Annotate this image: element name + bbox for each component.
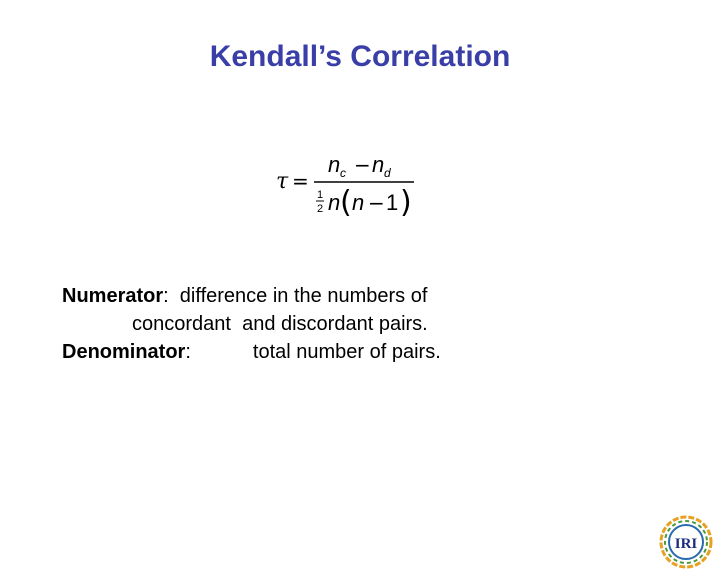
numerator-nd: n xyxy=(372,152,385,177)
numerator-minus: − xyxy=(354,153,371,177)
numerator-def-line1: : difference in the numbers of xyxy=(163,285,428,307)
denominator-n: n xyxy=(328,190,341,215)
open-paren: ( xyxy=(340,185,352,220)
numerator-nc: n xyxy=(328,152,341,177)
numerator-definition xyxy=(62,282,662,310)
formula-graphic xyxy=(270,148,430,220)
denominator-def: total number of pairs. xyxy=(252,341,441,363)
definitions xyxy=(62,282,662,366)
kendall-tau-formula xyxy=(270,148,430,220)
numerator-nd-subscript: d xyxy=(384,166,391,180)
numerator-nc-subscript: c xyxy=(340,166,346,180)
slide-title: Kendall’s Correlation xyxy=(209,40,511,73)
iri-logo xyxy=(658,514,714,570)
denominator-one: 1 xyxy=(386,190,399,215)
half-denominator: 2 xyxy=(317,203,324,215)
tau-symbol: τ xyxy=(276,169,289,194)
close-paren: ) xyxy=(400,185,412,220)
logo-text: IRI xyxy=(674,536,698,552)
denominator-n-inner: n xyxy=(352,190,365,215)
denominator-minus: − xyxy=(368,191,385,215)
denominator-definition xyxy=(62,338,662,366)
denominator-term: Denominator xyxy=(62,341,186,363)
denominator-colon: : xyxy=(185,341,191,363)
numerator-def-line2: concordant and discordant pairs. xyxy=(132,313,428,335)
equals-sign: = xyxy=(292,169,309,193)
half-numerator: 1 xyxy=(317,189,324,201)
iri-logo-graphic xyxy=(658,514,714,570)
numerator-term: Numerator xyxy=(62,285,164,307)
